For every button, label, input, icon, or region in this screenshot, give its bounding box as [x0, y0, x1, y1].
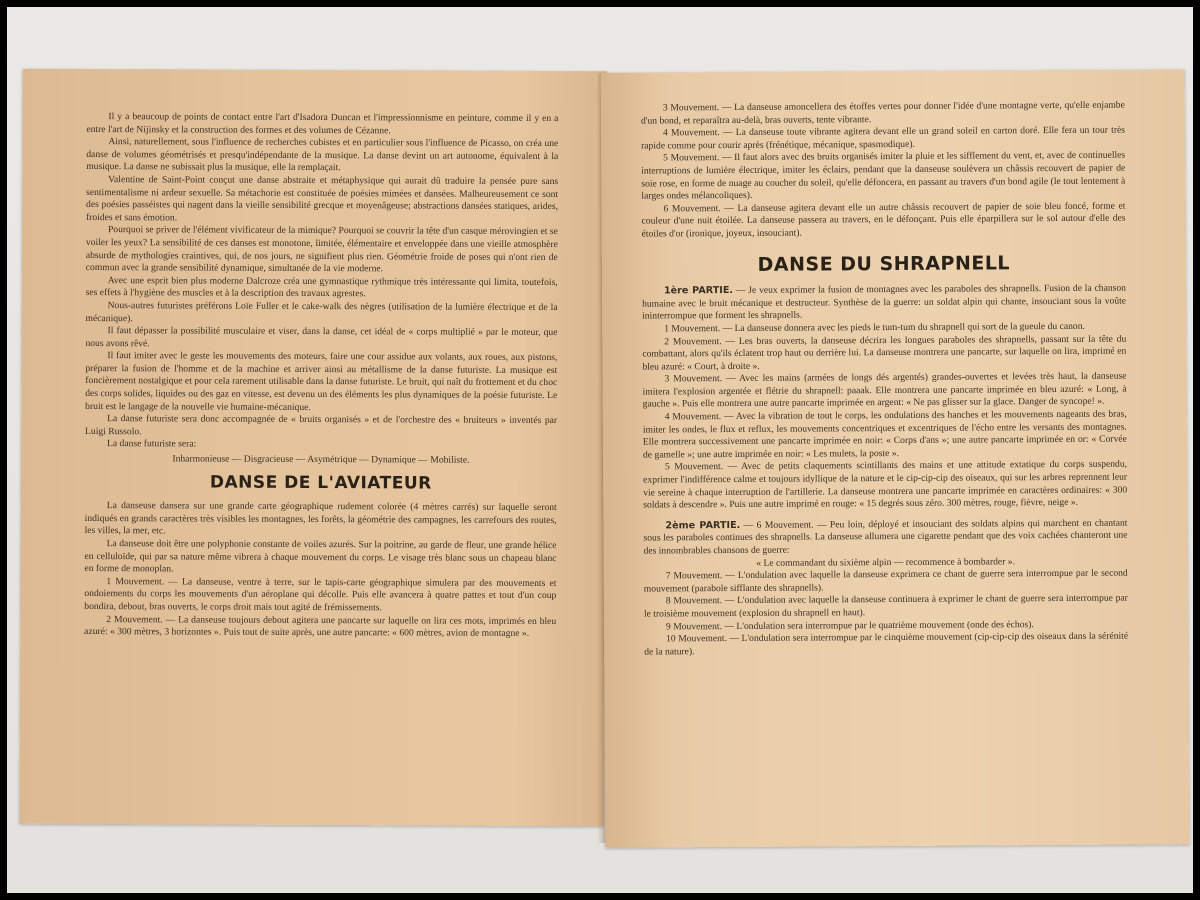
heading-danse-shrapnell: DANSE DU SHRAPNELL	[757, 251, 1011, 276]
paragraph: 10 Mouvement. — L'ondulation sera interrompue par le cinquième mouvement (cip-cip-cip des oiseaux dans la sérénité de la nature).	[644, 630, 1129, 658]
partie-1-text: — Je veux exprimer la fusion de montagnes avec les paraboles des shrapnells. Fusion de la chanson humaine avec le bruit mécanique et destructeur. Synthèse de la guerre: un soldat alpin qui chante, insouciant sous la voûte ininterrompue que forment les shrapnells.	[642, 282, 1127, 322]
paragraph: Il faut imiter avec le geste les mouvements des moteurs, faire une cour assidue aux volants, aux roues, aux pistons, préparer la fusion de l'homme et de la machine et arriver ainsi au métallisme de la danse futuriste. La musique est foncièrement nostalgique et pour cela rarement utilisable dans la danse futuriste. Le bruit, qui naît du frottement et du choc des corps solides, liquides ou des gaz en vitesse, est devenu un des éléments les plus dynamiques de la poésie futuriste. Le bruit est le langage de la nouvelle vie humaine-mécanique.	[85, 350, 558, 413]
paragraph: 8 Mouvement. — L'ondulation avec laquelle la danseuse continuera à exprimer le chant de guerre sera interrompue par le troisième mouvement (explosion du shrapnell en haut).	[643, 592, 1128, 620]
right-top-paragraphs	[641, 100, 1126, 241]
partie-2-paragraph	[643, 517, 1127, 558]
paragraph: 3 Mouvement. — Avec les mains (armées de longs dés argentés) grandes-ouvertes et levées très haut, la danseuse imitera l'explosion argentée et flétrie du shrapnell: paaak. Elle montrera une pancarte imprimée en bleu azuré: « Long, à gauche ». Puis elle montrera une autre pancarte imprimée en argent: « Ne pas glisser sur la glace. Danger de syncope! ».	[642, 370, 1127, 411]
paragraph: La danseuse dansera sur une grande carte géographique rudement colorée (4 mètres carrés) sur laquelle seront indiqués en grands caractères très visibles les montagnes, les forêts, la géométrie des campagnes, les carrefours des routes, les villes, la mer, etc.	[84, 500, 557, 537]
right-bottom-paragraphs	[644, 568, 1129, 659]
paragraph: Valentine de Saint-Point conçut une danse abstraite et métaphysique qui aurait dû traduire la pensée pure sans sentimentalisme ni ardeur sexuelle. Sa métachorie est constituée de poésies mimées et dansées. Malheureusement ce sont des poésies passéistes qui nagent dans la vieille sensibilité grecque et moyenâgeuse; abstractions dansées statiques, arides, froides et sans émotion.	[85, 174, 559, 224]
paragraph: 4 Mouvement. — Avec la vibration de tout le corps, les ondulations des hanches et les mouvements nageants des bras, imiter les ondes, le flux et reflux, les mouvements concentriques et excentriques de l'écho entre les versants des montagnes. Elle montrera successivement une pancarte imprimée en noir: « Corps d'ans »; une autre pancarte imprimée en or: « Corvée de gamelle »; une autre imprimée en noir: « Les mulets, la poste ».	[642, 408, 1127, 461]
paragraph: La danseuse doit être une polyphonie constante de voiles azurés. Sur la poitrine, au garde de fleur, une grande hélice en celluloïde, qui par sa nature même vibrera à chaque mouvement du corps. Le visage très blanc sous un chapeau blanc en forme de monoplan.	[84, 538, 557, 575]
paragraph: 1 Mouvement. — La danseuse donnera avec les pieds le tum-tum du shrapnell qui sort de la gueule du canon.	[664, 320, 1085, 335]
paragraph: 4 Mouvement. — La danseuse toute vibrante agitera devant elle un grand soleil en carton doré. Elle fera un tour très rapide comme pour courir après (frénétique, mécanique, spasmodique).	[641, 124, 1126, 152]
paragraph: La danse futuriste sera:	[106, 438, 197, 450]
paragraph: La danse futuriste sera donc accompagnée de « bruits organisés » et de l'orchestre des « bruiteurs » inventés par Luigi Russolo.	[85, 413, 558, 438]
right-page	[601, 69, 1190, 848]
paragraph: Ainsi, naturellement, sous l'influence de recherches cubistes et en particulier sous l'influence de Picasso, on créa une danse de volumes géométrisés et presqu'indépendante de la musique. La danse devint un art autonome, équivalent à la musique. La danse ne subissait plus la musique, elle la remplaçait.	[86, 136, 559, 174]
partie-1-label: 1ère PARTIE.	[663, 285, 734, 297]
left-top-paragraphs	[85, 111, 558, 453]
paragraph: 2 Mouvement. — La danseuse toujours debout agitera une pancarte sur laquelle on lira ces mots, imprimés en bleu azuré: « 300 mètres, 3 horizontes ». Puis tout de suite après, une autre pancarte: « 600 mètres, avion de montagne ».	[84, 613, 557, 640]
photo-frame	[7, 7, 1193, 893]
paragraph: 5 Mouvement. — Il faut alors avec des bruits organisés imiter la pluie et les sifflement du vent, et, avec de continuelles interruptions de lumière électrique, imiter les éclairs, pendant que la danseuse soulèvera un châssis recouvert de papier de soie rose, en forme de nuage au coucher du soleil, qu'elle défoncera, en passant au travers d'un bond agile (le tout lentement à larges ondes mélancoliques).	[641, 149, 1126, 202]
paragraph: 2 Mouvement. — Les bras ouverts, la danseuse décrira les longues paraboles des shrapnells, passant sur la tête du combattant, alors qu'ils éclatent trop haut ou derrière lui. La danseuse montrera une pancarte, sur laquelle on lira, imprimé en bleu azuré: « Court, à droite ».	[642, 333, 1127, 373]
paragraph: 5 Mouvement. — Avec de petits claquements scintillants des mains et une attitude extatique du corps suspendu, exprimer l'indifférence calme et toujours idyllique de la nature et le cip-cip-cip des oiseaux, qui sur les arbres reprennent leur vie sereine à chaque interruption de l'artillerie. La danseuse montrera une pancarte imprimée en caractères ordinaires: « 300 soldats à descendre ». Puis une autre imprimé en rouge: « 15 degrés sous zéro. 300 mètres, rouge, fièvre, neige ».	[643, 459, 1128, 511]
right-mid-paragraphs	[642, 320, 1127, 512]
paragraph: Pourquoi se priver de l'élément vivificateur de la mimique? Pourquoi se couvrir la tête d'un casque mérovingien et se voiler les yeux? La sensibilité de ces danses est monotone, limitée, élémentaire et enveloppée dans une vieille atmosphère absurde de mythologies craintives, qui, de nos jours, ne signifient plus rien. Géométrie froide de poses qui n'ont rien de commun avec la grande sensibilité dynamique, simultanée de la vie moderne.	[85, 224, 558, 275]
right-page-text	[641, 100, 1128, 659]
paragraph: 3 Mouvement. — La danseuse amoncellera des étoffes vertes pour donner l'idée d'une montagne verte, qu'elle enjambe d'un bond, et reparaîtra au-delà, bras ouverts, tente vibrante.	[640, 99, 1125, 127]
partie-1-paragraph	[642, 283, 1126, 324]
left-bottom-paragraphs	[84, 500, 557, 641]
paragraph: Nous-autres futuristes préférons Loïe Fuller et le cake-walk des nègres (utilisation de la lumière électrique et de la mécanique).	[85, 300, 558, 324]
paragraph: 1 Mouvement. — La danseuse, ventre à terre, sur le tapis-carte géographique simulera par des mouvements et ondoiements du corps les mouvements d'un aéroplane qui décolle. Puis elle avancera à quatre pattes et tout d'un coup bondira, debout, bras ouverts, le corps droit mais tout agité de frémissements.	[84, 575, 557, 614]
song-quote: « Le commandant du sixième alpin — recommence à bombarder ».	[756, 555, 1016, 569]
dance-qualities-line: Inharmonieuse — Disgracieuse — Asymétrique — Dynamique — Mobiliste.	[172, 453, 470, 466]
left-page-text	[84, 111, 558, 641]
partie-2-text: — 6 Mouvement. — Peu loin, déployé et insouciant des soldats alpins qui marchent en chantant sous les paraboles continues des shrapnells. La danseuse allumera une cigarette pendant que des voix cachées chanteront une des innombrables chansons de guerre:	[643, 517, 1128, 557]
paragraph: 9 Mouvement. — L'ondulation sera interrompue par le quatrième mouvement (onde des échos).	[665, 618, 1034, 632]
paragraph: Avec une esprit bien plus moderne Dalcroze créa une gymnastique rythmique très intéressante qui limita, toutefois, ses effets à l'hygiène des muscles et à la description des travaux agrestes.	[85, 274, 558, 300]
paragraph: Il y a beaucoup de points de contact entre l'art d'Isadora Duncan et l'impressionnisme en peinture, comme il y en a entre l'art de Nijinsky et la construction des formes et des volumes de Cézanne.	[86, 111, 559, 136]
paragraph: 6 Mouvement. — La danseuse agitera devant elle un autre châssis recouvert de papier de soie bleu foncé, forme et couleur d'une nuit étoilée. La danseuse passera au travers, en le défonçant. Puis elle éparpillera sur le sol autour d'elle des étoiles d'or (ironique, joyeux, insouciant).	[641, 200, 1126, 240]
heading-danse-aviateur: DANSE DE L'AVIATEUR	[209, 472, 432, 494]
partie-2-label: 2ème PARTIE.	[665, 519, 741, 532]
paragraph: 7 Mouvement. — L'ondulation avec laquelle la danseuse exprimera ce chant de guerre sera interrompue par le second mouvement (parabole sifflante des shrapnells).	[643, 567, 1128, 595]
left-page	[19, 69, 606, 827]
paragraph: Il faut dépasser la possibilité musculaire et viser, dans la danse, cet idéal de « corps multiplié » par le moteur, que nous avons rêvé.	[85, 325, 558, 349]
